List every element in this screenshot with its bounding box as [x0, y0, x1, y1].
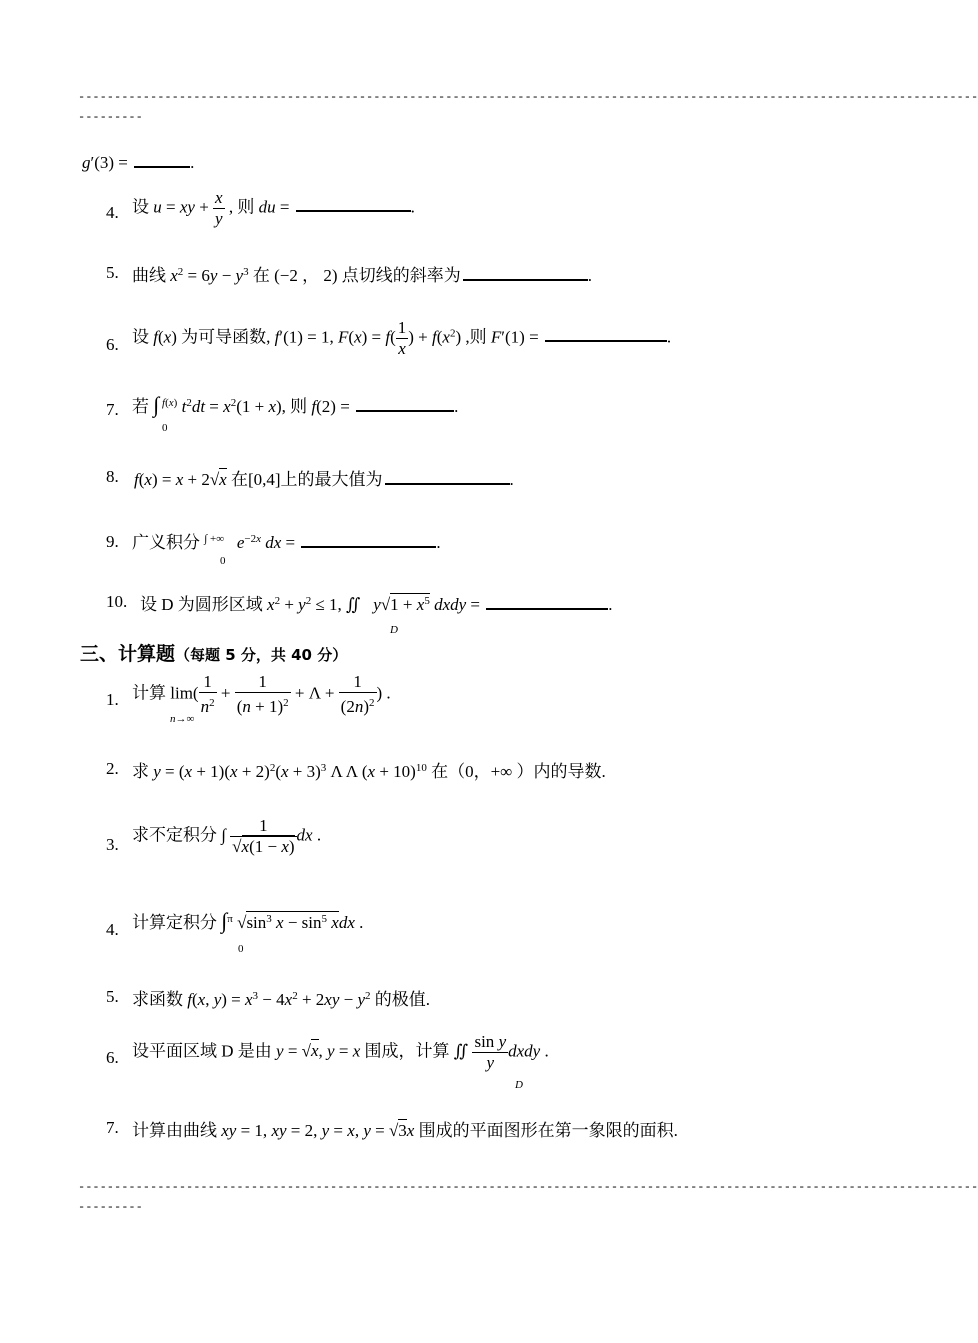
calc-7-text: 计算由曲线 xy = 1, xy = 2, y = x, y = √3x 围成的平面图形在第一象限的面积. — [132, 1121, 678, 1140]
bottom-dashed-rule: ----------------------------------------------------------------------------------------------------------------------------- — [78, 1180, 978, 1194]
calc-1-limit-sub: n→∞ — [170, 713, 195, 725]
calc-2-number: 2. — [106, 759, 119, 778]
question-4-number: 4. — [106, 203, 119, 222]
calc-5-text: 求函数 f(x, $y) = x^3 - 4x^2 + 2xy - y^2$ 的极值. — [132, 990, 431, 1009]
top-dashed-rule: ----------------------------------------------------------------------------------------------------------------------------- — [78, 90, 978, 104]
question-10-number: 10. — [106, 592, 128, 611]
question-6-number: 6. — [106, 335, 119, 354]
question-10-domain: D — [390, 624, 398, 636]
calc-1-text: 计算 lim( $\frac{1}{n^2}$ + $\frac{1}{(n + 1)^2}$ + Λ + $\frac{1}{(2n)^2}$ ) . — [132, 672, 391, 716]
calc-3-text: 求不定积分 ∫ $\frac{1}{√x(1 - x)}$ dx . — [132, 816, 322, 856]
calc-4-text: 计算定积分 ∫$^\pi$ $√\sin^3$ $x - \sin^5$ xdx . — [132, 908, 364, 933]
question-5-text: 曲线 $x^2 = 6y - y^3$ 在 (−2 ， 2) 点切线的斜率为 . — [132, 266, 592, 285]
calc-7-number: 7. — [106, 1118, 119, 1137]
calc-6-domain: D — [515, 1079, 523, 1091]
question-5-number: 5. — [106, 263, 119, 282]
question-7-text: 若 ∫ $^{f(x)}$ $t^2dt = x^2(1 + x)$, 则 f(2) = . — [132, 392, 459, 417]
calc-6-number: 6. — [106, 1048, 119, 1067]
question-9-number: 9. — [106, 532, 119, 551]
question-6-text: 设 f(x) 为可导函数, f′(1) = 1, F(x) = f( $\frac{1}{x}$ ) + $f(x^2)$ ,则 F′(1) = . — [132, 318, 672, 358]
bottom-dashed-rule-tail: --------- — [78, 1200, 143, 1214]
calc-4-lower-limit: 0 — [238, 943, 244, 955]
top-dashed-rule-tail: --------- — [78, 110, 143, 124]
calc-6-text: 设平面区域 D 是由 y = √x, y = x 围成，计算 ∬ $\frac{\text{sin y}}{y}$ dxdy . — [132, 1032, 549, 1072]
question-9-text: 广义积分 ∫ +∞ $e^{-2x}$ dx = . — [132, 533, 441, 552]
question-8-text: f(x) = x + 2√x 在[0,4]上的最大值为 . — [134, 470, 514, 489]
section-3-heading: 三、计算题（每题 5 分，共 40 分） — [80, 643, 348, 665]
calc-3-number: 3. — [106, 835, 119, 854]
calc-2-text: 求 $y = (x + 1)(x + 2)^2(x + 3)^3$ Λ Λ $(x + 10)^{10}$ 在（0，+∞ ）内的导数. — [132, 762, 606, 781]
calc-4-number: 4. — [106, 920, 119, 939]
calc-1-number: 1. — [106, 690, 119, 709]
question-10-text: 设 D 为圆形区域 $x^2 + y^2 \le 1$, ∬ $y√1 + x^5$ dxdy = . — [140, 595, 613, 614]
question-9-lower-limit: 0 — [220, 555, 226, 567]
question-3-tail: g′(3) = . — [82, 153, 195, 172]
calc-5-number: 5. — [106, 987, 119, 1006]
question-7-number: 7. — [106, 400, 119, 419]
question-4-text: 设 u = xy + $\frac{x}{y}$ , 则 du = . — [132, 188, 415, 228]
question-7-lower-limit: 0 — [162, 422, 168, 434]
question-8-number: 8. — [106, 467, 119, 486]
